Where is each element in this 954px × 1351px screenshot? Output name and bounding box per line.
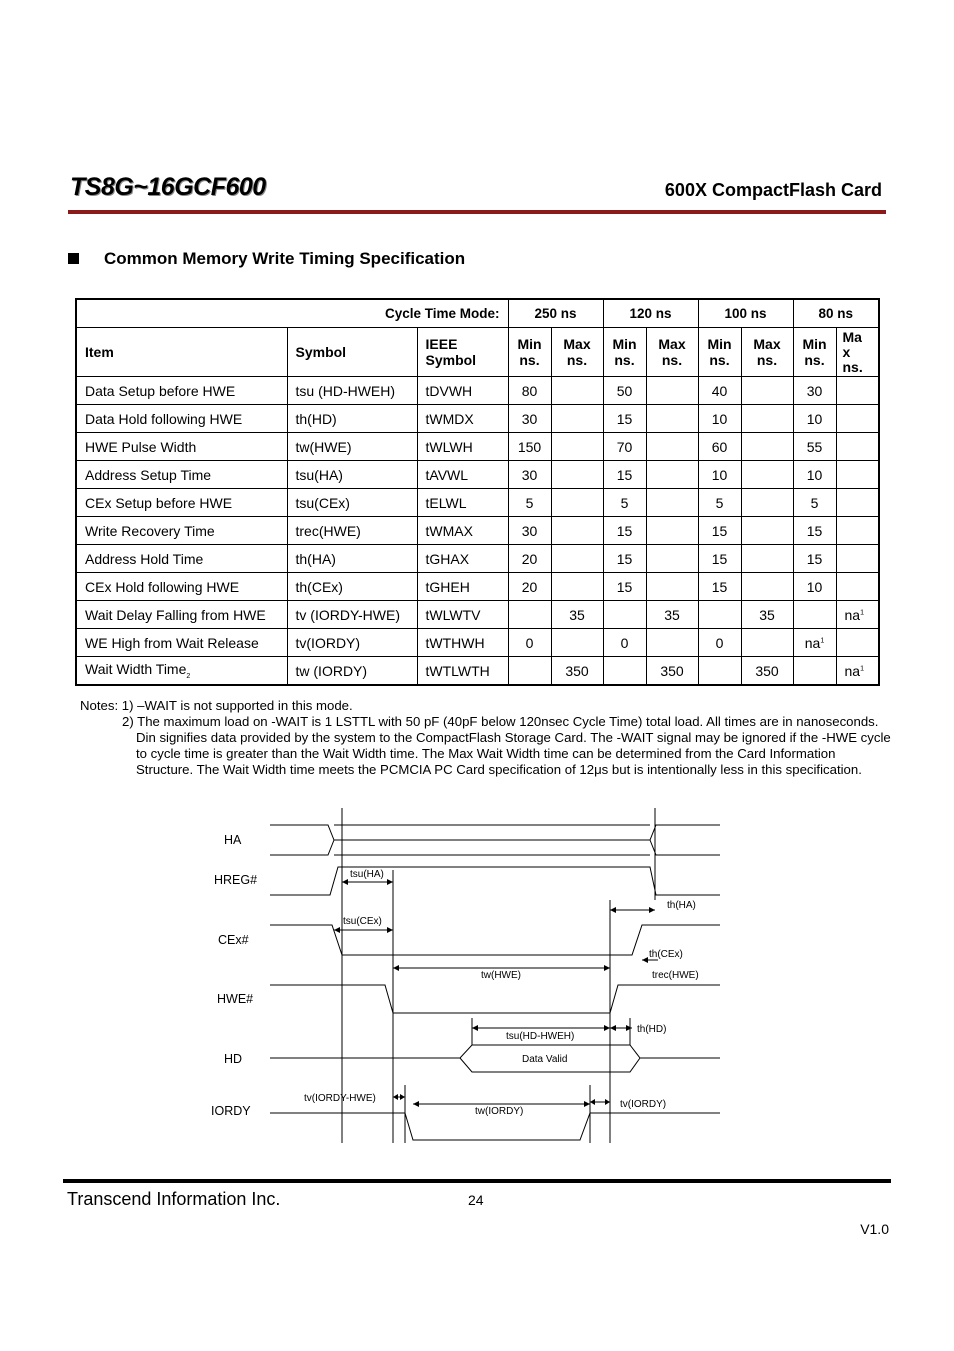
label-th-cex: th(CEx) xyxy=(649,949,683,960)
cell-value xyxy=(741,405,793,433)
cell-value: 15 xyxy=(793,545,836,573)
cell-item: Address Setup Time xyxy=(76,461,287,489)
cell-value: 10 xyxy=(698,405,741,433)
cell-value: 40 xyxy=(698,377,741,405)
col-header-max xyxy=(551,328,603,377)
cell-ieee: tWMDX xyxy=(417,405,508,433)
col-header-ieee-line1: IEEE xyxy=(425,336,458,352)
iordy-waveform xyxy=(270,1113,720,1140)
cell-value: 5 xyxy=(603,489,646,517)
table-row xyxy=(76,545,879,573)
footnote-marker: 1 xyxy=(820,636,825,644)
cell-value: 15 xyxy=(603,461,646,489)
square-bullet-icon xyxy=(68,253,79,264)
cell-value: 5 xyxy=(793,489,836,517)
ha-waveform-bottom-right xyxy=(650,840,720,855)
ha-waveform-bottom-left xyxy=(270,840,334,855)
document-title: TS8G~16GCF600 xyxy=(70,173,266,201)
cell-value xyxy=(698,657,741,686)
cell-value: 350 xyxy=(551,657,603,686)
cell-symbol: tv (IORDY-HWE) xyxy=(287,601,417,629)
col-header-max xyxy=(741,328,793,377)
label-trec-hwe: trec(HWE) xyxy=(652,970,699,981)
label-th-hd: th(HD) xyxy=(637,1024,667,1035)
label-tsu-ha: tsu(HA) xyxy=(350,869,384,880)
cell-value: 15 xyxy=(698,545,741,573)
signal-label-ha: HA xyxy=(224,833,242,847)
col-header-min xyxy=(698,328,741,377)
max-last-line2: x xyxy=(842,343,851,360)
cell-value xyxy=(603,601,646,629)
max-last-line3: ns. xyxy=(842,358,863,375)
cell-value xyxy=(836,489,879,517)
cell-ieee: tWMAX xyxy=(417,517,508,545)
cell-value: 60 xyxy=(698,433,741,461)
cell-symbol: tsu (HD-HWEH) xyxy=(287,377,417,405)
label-tsu-cex: tsu(CEx) xyxy=(343,916,382,927)
hd-waveform-top xyxy=(270,1045,720,1058)
cell-value xyxy=(603,657,646,686)
cell-value xyxy=(741,573,793,601)
notes-block xyxy=(80,698,895,778)
table-header-row-columns xyxy=(76,328,879,377)
cell-ieee: tWLWH xyxy=(417,433,508,461)
label-tv-iordy: tv(IORDY) xyxy=(620,1099,667,1110)
cell-value xyxy=(741,377,793,405)
cell-symbol: tw (IORDY) xyxy=(287,657,417,686)
cell-ieee: tWTLWTH xyxy=(417,657,508,686)
cell-value xyxy=(698,601,741,629)
signal-label-hreg: HREG# xyxy=(214,873,258,887)
footnote-marker: 1 xyxy=(860,664,864,672)
min-line2: ns. xyxy=(519,352,540,368)
max-line1: Max xyxy=(658,336,686,352)
cell-value: 35 xyxy=(646,601,698,629)
min-line1: Min xyxy=(612,336,637,352)
cell-item: Wait Delay Falling from HWE xyxy=(76,601,287,629)
col-header-symbol: Symbol xyxy=(287,328,417,377)
cell-value: 30 xyxy=(508,517,551,545)
cell-value xyxy=(836,377,879,405)
cell-value xyxy=(551,545,603,573)
cell-value: $na^1$ xyxy=(836,601,879,629)
col-header-ieee xyxy=(417,328,508,377)
cell-ieee: tWTHWH xyxy=(417,629,508,657)
cell-item: CEx Hold following HWE xyxy=(76,573,287,601)
cell-value xyxy=(836,573,879,601)
cycle-time-label: Cycle Time Mode: xyxy=(76,299,508,328)
cell-value: 15 xyxy=(603,405,646,433)
cell-value xyxy=(551,377,603,405)
cell-value xyxy=(551,461,603,489)
cell-value: 10 xyxy=(793,405,836,433)
cell-value xyxy=(646,433,698,461)
cell-symbol: trec(HWE) xyxy=(287,517,417,545)
mode-80: 80 ns xyxy=(793,299,879,328)
cell-value xyxy=(551,405,603,433)
label-tw-iordy: tw(IORDY) xyxy=(475,1106,524,1117)
cell-item: Write Recovery Time xyxy=(76,517,287,545)
footnote-marker: 2 xyxy=(186,672,191,680)
min-line1: Min xyxy=(517,336,542,352)
cell-value: 30 xyxy=(793,377,836,405)
timing-table-body xyxy=(76,377,879,686)
cell-value: $na^1$ xyxy=(836,657,879,686)
cell-value: 0 xyxy=(698,629,741,657)
mode-250: 250 ns xyxy=(508,299,603,328)
cell-item: HWE Pulse Width xyxy=(76,433,287,461)
cell-value xyxy=(836,433,879,461)
cell-value: 150 xyxy=(508,433,551,461)
cell-ieee: tGHAX xyxy=(417,545,508,573)
cell-value xyxy=(793,601,836,629)
cell-value: 15 xyxy=(603,517,646,545)
min-line1: Min xyxy=(802,336,827,352)
cell-value xyxy=(741,629,793,657)
cell-value: 5 xyxy=(508,489,551,517)
cell-item: Wait Width Time$^2$ xyxy=(76,657,287,686)
hreg-waveform xyxy=(270,867,720,895)
cell-item: Data Hold following HWE xyxy=(76,405,287,433)
cell-value: 15 xyxy=(603,545,646,573)
footer-rule xyxy=(63,1179,891,1183)
cell-value: 70 xyxy=(603,433,646,461)
cell-value xyxy=(646,629,698,657)
header-rule xyxy=(68,210,886,214)
cell-value xyxy=(741,517,793,545)
signal-label-hwe: HWE# xyxy=(217,992,254,1006)
label-tv-iordy-hwe: tv(IORDY-HWE) xyxy=(304,1093,376,1104)
col-header-min xyxy=(603,328,646,377)
cell-value xyxy=(836,517,879,545)
cell-item: WE High from Wait Release xyxy=(76,629,287,657)
cell-symbol: th(HA) xyxy=(287,545,417,573)
max-line2: ns. xyxy=(661,352,683,368)
col-header-max xyxy=(646,328,698,377)
cell-value: 20 xyxy=(508,573,551,601)
cell-ieee: tELWL xyxy=(417,489,508,517)
cell-item: CEx Setup before HWE xyxy=(76,489,287,517)
max-last-line1: Ma xyxy=(842,328,862,345)
cell-symbol: tv(IORDY) xyxy=(287,629,417,657)
table-header-row-modes xyxy=(76,299,879,328)
cell-value: 5 xyxy=(698,489,741,517)
cell-symbol: th(CEx) xyxy=(287,573,417,601)
min-line2: ns. xyxy=(804,352,825,368)
cell-value: 15 xyxy=(793,517,836,545)
cell-value: 30 xyxy=(508,461,551,489)
cell-value: 20 xyxy=(508,545,551,573)
cell-value xyxy=(646,377,698,405)
cell-value: 30 xyxy=(508,405,551,433)
cell-value xyxy=(836,405,879,433)
table-row xyxy=(76,377,879,405)
note-2: 2) The maximum load on -WAIT is 1 LSTTL with 50 pF (40pF below 120nsec Cycle Time) total load. All times are in nanoseconds. Din signifies data provided by the system to the CompactFlash Storage Card. The -WAIT signal may be ignored if the -HWE cycle to cycle time is greater than the Wait Width time. The Max Wait Width time can be determined from the Card Information Structure. The Wait Width time meets the PCMCIA PC Card specification of 12μs but is intentionally less in this specification. xyxy=(122,714,891,777)
cell-value xyxy=(646,461,698,489)
col-header-max-last xyxy=(836,328,879,377)
label-th-ha: th(HA) xyxy=(667,900,696,911)
footer-company: Transcend Information Inc. xyxy=(67,1189,281,1209)
table-row xyxy=(76,573,879,601)
signal-label-hd: HD xyxy=(224,1052,243,1066)
cell-item: Address Hold Time xyxy=(76,545,287,573)
table-row xyxy=(76,405,879,433)
document-version: V1.0 xyxy=(860,1221,889,1237)
cell-item: Data Setup before HWE xyxy=(76,377,287,405)
label-tsu-hd: tsu(HD-HWEH) xyxy=(506,1031,575,1042)
ha-waveform-top xyxy=(270,825,720,840)
min-line1: Min xyxy=(707,336,732,352)
cell-value xyxy=(551,433,603,461)
cell-ieee: tWLWTV xyxy=(417,601,508,629)
cell-value: 15 xyxy=(698,517,741,545)
table-row xyxy=(76,489,879,517)
mode-120: 120 ns xyxy=(603,299,698,328)
timing-table xyxy=(75,298,880,686)
note-1: Notes: 1) –WAIT is not supported in this mode. xyxy=(80,698,353,713)
signal-label-cex: CEx# xyxy=(218,933,249,947)
cell-ieee: tGHEH xyxy=(417,573,508,601)
col-header-min xyxy=(793,328,836,377)
cell-value xyxy=(551,517,603,545)
min-line2: ns. xyxy=(614,352,635,368)
col-header-item: Item xyxy=(76,328,287,377)
cell-value: 10 xyxy=(793,573,836,601)
hwe-waveform xyxy=(270,985,720,1013)
cell-value: 80 xyxy=(508,377,551,405)
table-row xyxy=(76,657,879,686)
cell-value xyxy=(836,629,879,657)
cell-value xyxy=(836,545,879,573)
cell-value xyxy=(741,461,793,489)
cell-value: 10 xyxy=(698,461,741,489)
cell-symbol: th(HD) xyxy=(287,405,417,433)
cell-value: 50 xyxy=(603,377,646,405)
min-line2: ns. xyxy=(709,352,730,368)
cell-value: 35 xyxy=(551,601,603,629)
max-line1: Max xyxy=(563,336,591,352)
cell-symbol: tsu(HA) xyxy=(287,461,417,489)
max-line2: ns. xyxy=(756,352,778,368)
cell-value: 0 xyxy=(603,629,646,657)
cell-symbol: tw(HWE) xyxy=(287,433,417,461)
cell-value xyxy=(741,489,793,517)
signal-label-iordy: IORDY xyxy=(211,1104,251,1118)
table-row xyxy=(76,517,879,545)
cell-ieee: tAVWL xyxy=(417,461,508,489)
cell-value xyxy=(551,573,603,601)
cell-value xyxy=(646,405,698,433)
cell-value: 15 xyxy=(603,573,646,601)
table-row xyxy=(76,433,879,461)
cell-value xyxy=(646,489,698,517)
cell-value xyxy=(508,657,551,686)
table-row xyxy=(76,601,879,629)
cell-value: 55 xyxy=(793,433,836,461)
table-row xyxy=(76,629,879,657)
cell-value xyxy=(741,545,793,573)
document-subtitle: 600X CompactFlash Card xyxy=(664,180,882,200)
cell-value: 350 xyxy=(741,657,793,686)
footnote-marker: 1 xyxy=(860,608,864,616)
timing-diagram xyxy=(200,805,730,1150)
cell-value xyxy=(551,629,603,657)
max-line1: Max xyxy=(753,336,781,352)
cell-value xyxy=(793,657,836,686)
cell-value: 15 xyxy=(698,573,741,601)
mode-100: 100 ns xyxy=(698,299,793,328)
col-header-min xyxy=(508,328,551,377)
cell-ieee: tDVWH xyxy=(417,377,508,405)
max-line2: ns. xyxy=(566,352,588,368)
cell-value xyxy=(646,517,698,545)
cell-value xyxy=(508,601,551,629)
page-number: 24 xyxy=(468,1192,484,1208)
cell-value: 10 xyxy=(793,461,836,489)
cell-value: 0 xyxy=(508,629,551,657)
cell-value xyxy=(741,433,793,461)
label-data-valid: Data Valid xyxy=(522,1054,568,1065)
cell-value xyxy=(646,573,698,601)
cell-value xyxy=(646,545,698,573)
cell-value: 35 xyxy=(741,601,793,629)
cell-value xyxy=(836,461,879,489)
col-header-ieee-line2: Symbol xyxy=(425,352,477,368)
cell-value: $na^1$ xyxy=(793,629,836,657)
cell-value xyxy=(551,489,603,517)
cell-value: 350 xyxy=(646,657,698,686)
table-row xyxy=(76,461,879,489)
cell-symbol: tsu(CEx) xyxy=(287,489,417,517)
label-tw-hwe: tw(HWE) xyxy=(481,970,521,981)
section-title: Common Memory Write Timing Specification xyxy=(104,249,466,268)
